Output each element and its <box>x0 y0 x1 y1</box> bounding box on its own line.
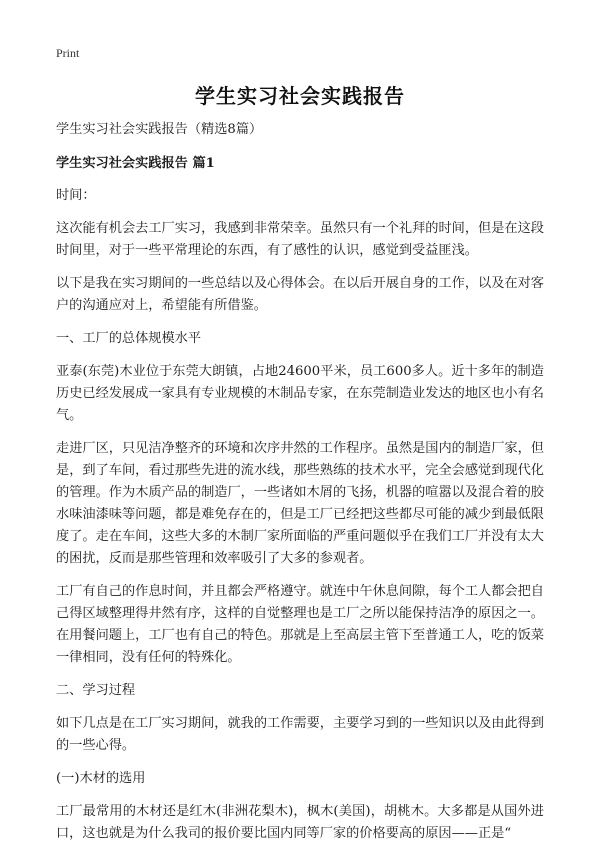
document-body <box>56 119 544 856</box>
print-label: Print <box>56 46 80 60</box>
paragraph-intro: 这次能有机会去工厂实习，我感到非常荣幸。虽然只有一个礼拜的时间，但是在这段时间里，对于一些平常理论的东西，有了感性的认识，感觉到受益匪浅。 <box>56 221 544 258</box>
heading-factory-scale: 一、工厂的总体规模水平 <box>56 331 202 346</box>
time-label: 时间： <box>56 188 96 203</box>
paragraph-company: 亚泰(东莞)木业位于东莞大朗镇，占地24600平米，员工600多人。近十多年的制造历史已经发展成一家具有专业规模的木制品专家，在东莞制造业发达的地区也小有名气。 <box>56 364 544 423</box>
paragraph-summary: 以下是我在实习期间的一些总结以及心得体会。在以后开展自身的工作，以及在对客户的沟通应对上，希望能有所借鉴。 <box>56 276 544 313</box>
paragraph-workshop: 走进厂区，只见洁净整齐的环境和次序井然的工作程序。虽然是国内的制造厂家，但是，到了车间，看过那些先进的流水线，那些熟练的技术水平，完全会感觉到现代化的管理。作为木质产品的制造厂，一些诸如木屑的飞扬，机器的喧嚣以及混合着的胶水味油漆味等问题，都是难免存在的，但是工厂已经把这些都尽可能的减少到最低限度了。走在车间，这些大多的木制厂家所面临的严重问题似乎在我们工厂并没有太大的困扰，反而是那些管理和效率吸引了大多的参观者。 <box>56 441 544 566</box>
paragraph-schedule: 工厂有自己的作息时间，并且都会严格遵守。就连中午休息间隙，每个工人都会把自己得区域整理得井然有序，这样的自觉整理也是工厂之所以能保持洁净的原因之一。在用餐问题上，工厂也有自己的特色。那就是上至高层主管下至普通工人，吃的饭菜一律相同，没有任何的特殊化。 <box>56 584 544 665</box>
heading-wood-selection: (一)木材的选用 <box>56 771 146 786</box>
page-title: 学生实习社会实践报告 <box>195 84 405 108</box>
document-subtitle: 学生实习社会实践报告（精选8篇） <box>56 122 263 137</box>
paragraph-wood: 工厂最常用的木材还是红木(非洲花梨木)，枫木(美国)，胡桃木。大多都是从国外进口，这也就是为什么我司的报价要比国内同等厂家的价格要高的原因——正是“ <box>56 804 544 841</box>
paragraph-learning: 如下几点是在工厂实习期间，就我的工作需要，主要学习到的一些知识以及由此得到的一些心得。 <box>56 716 544 753</box>
section-title: 学生实习社会实践报告 篇1 <box>56 156 215 171</box>
heading-learning-process: 二、学习过程 <box>56 683 136 698</box>
